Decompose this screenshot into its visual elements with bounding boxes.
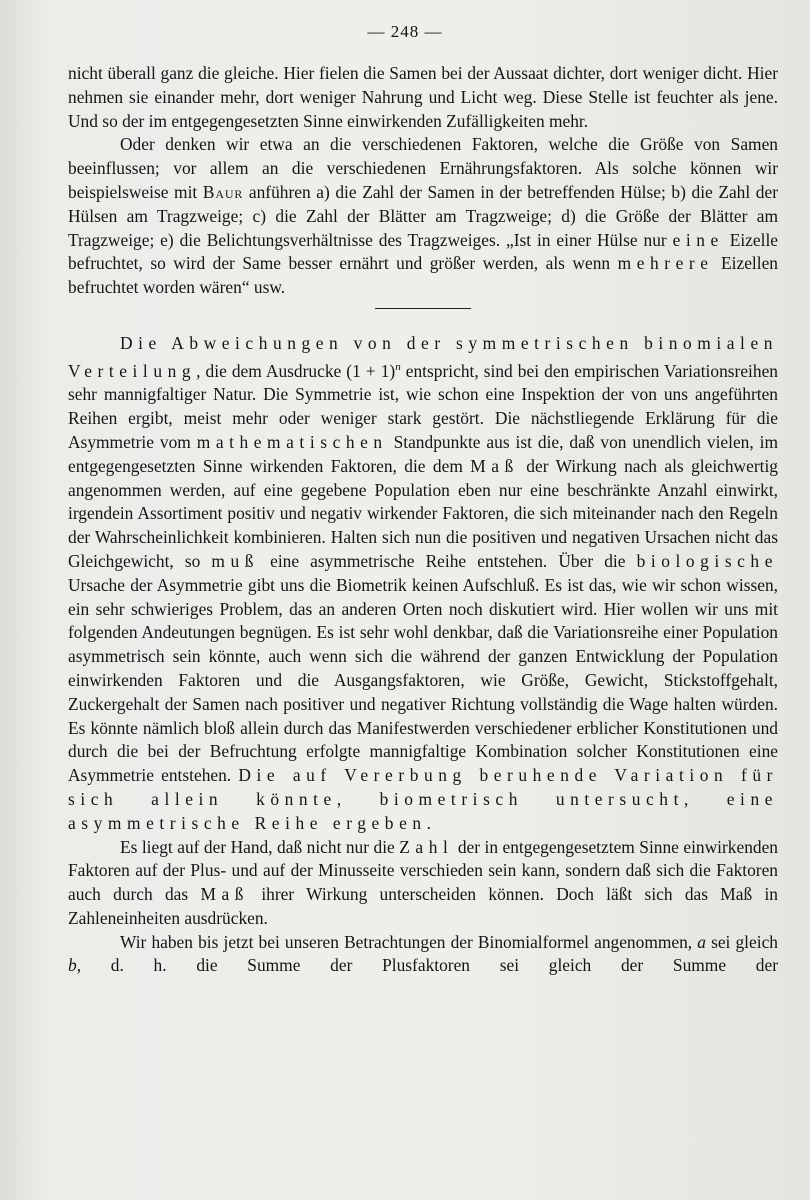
text-run: ihrer Wirkung unterscheiden können. Doch läßt sich das Maß in Zahleneinheiten ausdrücken. <box>68 884 778 928</box>
paragraph-4 <box>68 836 778 931</box>
variable: a <box>697 931 706 952</box>
page-number: — 248 — <box>367 22 443 41</box>
text-run: eine asymmetrische Reihe entstehen. Über die <box>259 550 637 571</box>
text-run: anführen a) die Zahl der Samen in der betreffenden Hülse; b) die Zahl der Hülsen am Tragzweige; c) die Zahl der Blätter am Tragzweige; d) die Größe der Blätter am Tragzweige; e) die Belichtungsverhältnisse des Tragzweiges. „Ist in einer Hülse nur <box>68 181 779 250</box>
text-run: Standpunkte aus ist die, daß von unendlich vielen, im entgegengesetzten Sinne wirkenden Faktoren, die dem <box>68 431 778 476</box>
emphasis: Zahl <box>399 836 454 857</box>
text-run: entspricht, sind bei den empirischen Variationsreihen sehr mannigfaltiger Natur. Die Symmetrie ist, wie schon eine Inspektion der von uns angeführten Reihen ergibt, meist mehr oder weniger stark gestört. Die nächstliegende Erklärung für die Asymmetrie vom <box>68 360 778 452</box>
text-run: Eizellen befruchtet worden wären“ usw. <box>68 253 778 298</box>
paragraph-2 <box>68 133 778 300</box>
text-run: , d. h. die Summe der Plusfaktoren sei gleich der Summe der <box>76 955 778 976</box>
text-run: Es liegt auf der Hand, daß nicht nur die <box>120 836 400 857</box>
emphasis: Die auf Vererbung beruhende Variation für sich allein könnte, biometrisch untersucht, eine asymmetrische Reihe ergeben. <box>68 765 779 833</box>
paragraph-5 <box>68 931 778 979</box>
emphasis: eine <box>672 229 724 250</box>
body-text <box>68 62 778 978</box>
author-name: Baur <box>202 181 244 202</box>
exponent: n <box>395 360 401 373</box>
text-run: Oder denken wir etwa an die verschiedenen Faktoren, welche die Größe von Samen beeinflussen; vor allem an die verschiedenen Ernährungsfaktoren. Als solche können wir beispielsweise mit <box>68 134 778 202</box>
text-run: Wir haben bis jetzt bei unseren Betrachtungen der Binomialformel angenommen, <box>120 931 698 952</box>
variable: b <box>68 955 77 976</box>
emphasis: mehrere <box>617 253 714 274</box>
emphasis: mathematischen <box>196 431 388 452</box>
section-divider <box>375 308 471 309</box>
text-run: sei gleich <box>705 931 778 952</box>
text-run: Ursache der Asymmetrie gibt uns die Biometrik keinen Aufschluß. Es ist das, wie wir schon wissen, ein sehr schwieriges Problem, das an anderen Orten noch diskutiert wird. Hier wollen wir uns mit folgenden Andeutungen begnügen. Es ist sehr wohl denkbar, daß die Variationsreihe einer Population asymmetrisch sein könnte, auch wenn sich die während der ganzen Entwicklung der Population einwirkenden Faktoren und die Ausgangsfaktoren, wie Größe, Gewicht, Stickstoffgehalt, Zuckergehalt der Samen nach positiver und negativer Richtung vollständig die Wage halten würden. Es könnte nämlich bloß allein durch das Manifestwerden verschiedener erblicher Konstitutionen und durch die bei der Befruchtung erfolgte mannigfaltige Kombination solcher Konstitutionen eine Asymmetrie entstehen. <box>68 574 778 786</box>
emphasis: biologische <box>636 550 778 571</box>
text-run: der in entgegengesetztem Sinne einwirkenden Faktoren auf der Plus- und auf der Minusseite verschieden sein kann, sondern daß sich die Faktoren auch durch das <box>68 836 779 905</box>
text-run: Eizelle befruchtet, so wird der Same besser ernährt und größer werden, als wenn <box>68 229 778 274</box>
paragraph-1: nicht überall ganz die gleiche. Hier fielen die Samen bei der Aussaat dichter, dort weniger dicht. Hier nehmen sie einander mehr, dort weniger Nahrung und Licht weg. Diese Stelle ist feuchter als jene. Und so der im entgegengesetzten Sinne einwirkenden Zufälligkeiten mehr. <box>68 63 778 131</box>
emphasis: Maß <box>470 455 519 476</box>
text-run: der Wirkung nach als gleichwertig angenommen werden, auf eine gegebene Population eben nur eine beschränkte Anzahl einwirkt, irgendein Assortiment positiv und negativ wirkender Faktoren, die sich miteinander nach den Regeln der Wahrscheinlichkeit kombinieren. Halten sich nun die positiven und negativen Ursachen nicht das Gleichgewicht, so <box>68 455 778 571</box>
text-run: , die dem Ausdrucke (1 + 1) <box>196 360 396 381</box>
emphasis: Maß <box>200 884 250 905</box>
emphasis: Die Abweichungen von der symmetrischen binomialen Verteilung <box>68 332 778 381</box>
paragraph-3 <box>68 332 778 836</box>
emphasis: muß <box>211 550 260 571</box>
